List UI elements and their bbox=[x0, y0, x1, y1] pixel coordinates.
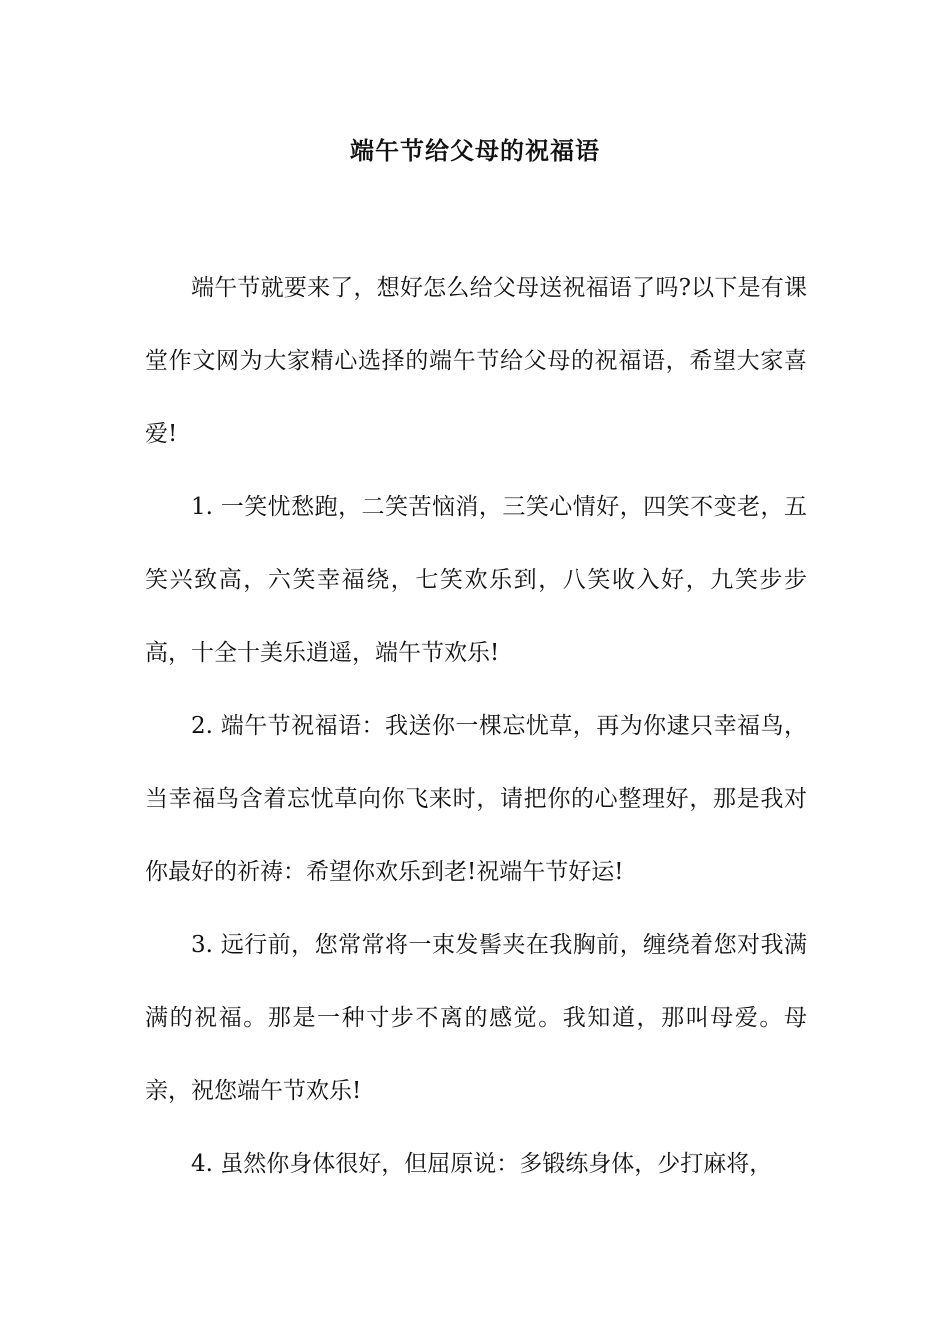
document-body bbox=[145, 252, 807, 1201]
intro-paragraph: 端午节就要来了，想好怎么给父母送祝福语了吗?以下是有课堂作文网为大家精心选择的端午节给父母的祝福语，希望大家喜爱! bbox=[145, 275, 807, 447]
wish-paragraph-4: 4. 虽然你身体很好，但屈原说：多锻练身体，少打麻将， bbox=[191, 1151, 773, 1177]
wish-paragraph-3: 3. 远行前，您常常将一束发髻夹在我胸前，缠绕着您对我满满的祝福。那是一种寸步不离的感觉。我知道，那叫母爱。母亲，祝您端午节欢乐! bbox=[145, 932, 807, 1104]
wish-paragraph-1: 1. 一笑忧愁跑，二笑苦恼消，三笑心情好，四笑不变老，五笑兴致高，六笑幸福绕，七笑欢乐到，八笑收入好，九笑步步高，十全十美乐逍遥，端午节欢乐! bbox=[145, 494, 807, 666]
document-title: 端午节给父母的祝福语 bbox=[350, 136, 600, 165]
wish-paragraph-2: 2. 端午节祝福语：我送你一棵忘忧草，再为你逮只幸福鸟，当幸福鸟含着忘忧草向你飞来时，请把你的心整理好，那是我对你最好的祈祷：希望你欢乐到老!祝端午节好运! bbox=[145, 713, 807, 885]
